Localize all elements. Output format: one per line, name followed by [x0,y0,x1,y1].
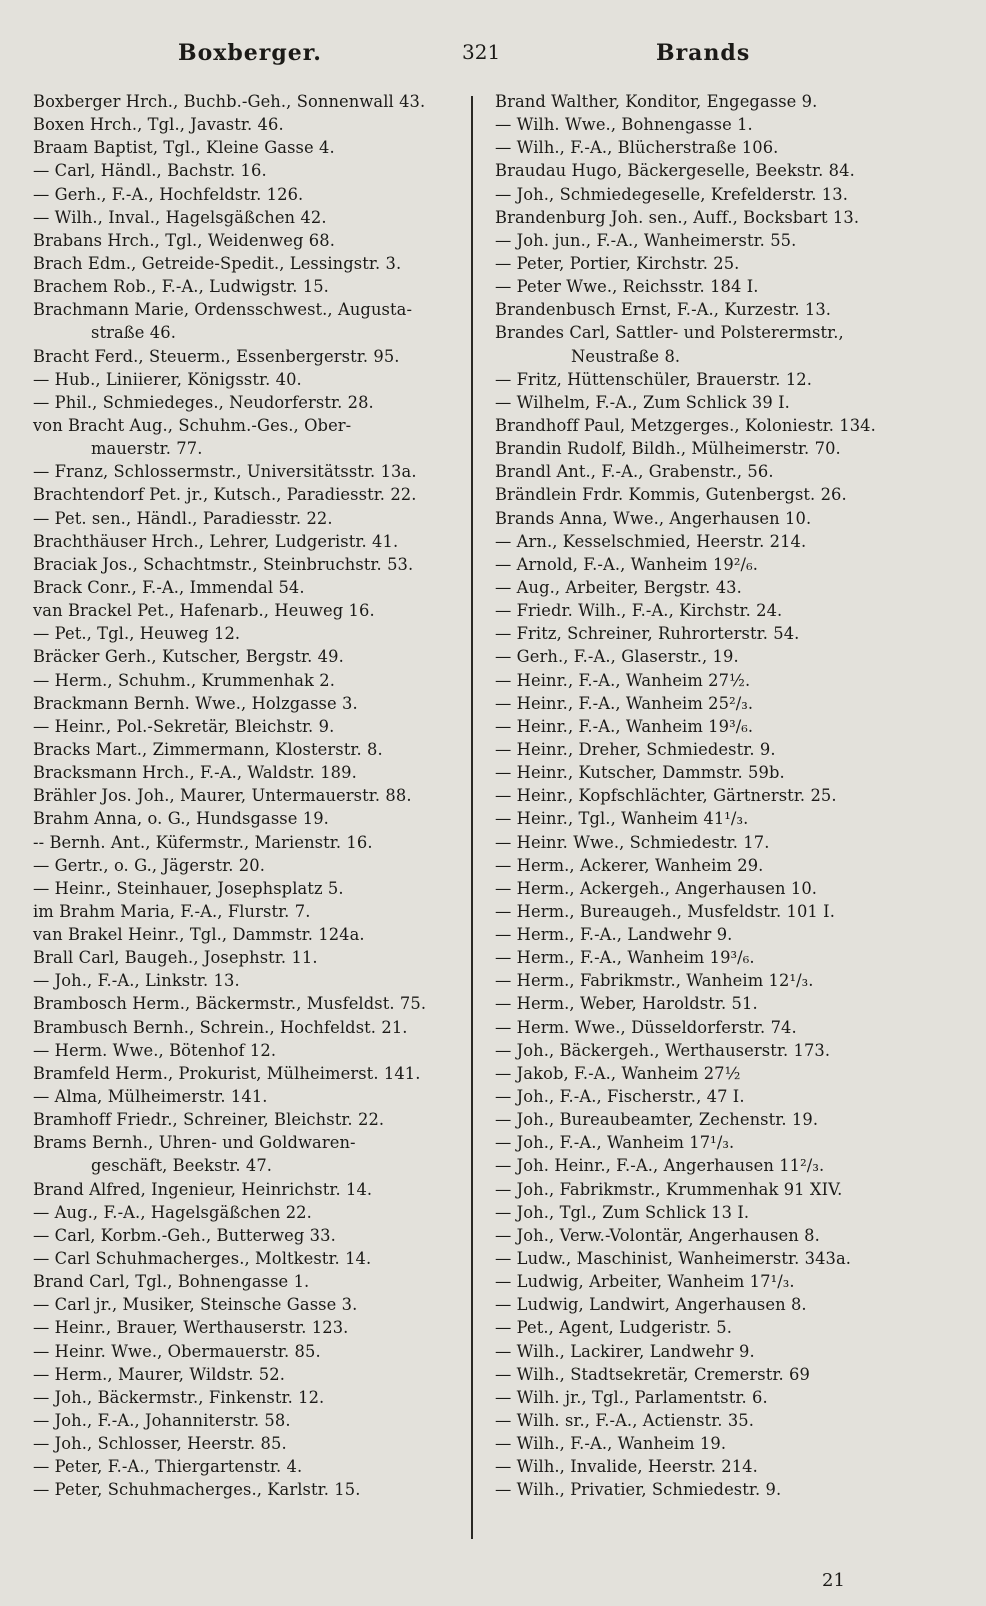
directory-entry: — Fritz, Hüttenschüler, Brauerstr. 12. [495,369,813,389]
directory-entry: — Gerh., F.-A., Glaserstr., 19. [495,647,739,667]
directory-entry: Brambusch Bernh., Schrein., Hochfeldst. 21. [33,1017,408,1037]
directory-entry: — Aug., Arbeiter, Bergstr. 43. [495,577,742,597]
directory-entry: — Wilh., F.-A., Wanheim 19. [495,1434,727,1454]
directory-entry: Braudau Hugo, Bäckergeselle, Beekstr. 84. [495,161,855,181]
directory-entry: Brand Carl, Tgl., Bohnengasse 1. [33,1272,310,1292]
directory-entry: van Brackel Pet., Hafenarb., Heuweg 16. [33,601,375,621]
directory-entry: Boxberger Hrch., Buchb.-Geh., Sonnenwall 43. [33,92,426,111]
column-divider [471,96,473,1539]
directory-entry: — Joh., F.-A., Fischerstr., 47 I. [495,1087,745,1107]
directory-entry: — Herm., F.-A., Wanheim 19³/₆. [495,948,755,968]
directory-entry: — Joh., F.-A., Wanheim 17¹/₃. [495,1133,735,1153]
directory-entry: Brandin Rudolf, Bildh., Mülheimerstr. 70. [495,439,841,459]
directory-entry: — Gertr., o. G., Jägerstr. 20. [33,855,265,875]
directory-entry: — Joh., Verw.-Volontär, Angerhausen 8. [495,1225,820,1245]
header-right-keyword: Brands [656,40,751,66]
page-header [0,40,986,74]
directory-entry: — Peter Wwe., Reichsstr. 184 I. [495,277,759,297]
left-column [33,90,463,1502]
directory-entry: -- Bernh. Ant., Küfermstr., Marienstr. 16. [33,832,373,852]
directory-entry: — Heinr., Kopfschlächter, Gärtnerstr. 25. [495,786,837,806]
directory-entry: — Carl jr., Musiker, Steinsche Gasse 3. [33,1295,358,1315]
entry-continuation: straße 46. [91,323,176,343]
directory-entry: — Carl, Händl., Bachstr. 16. [33,161,267,181]
directory-entry: — Wilh. sr., F.-A., Actienstr. 35. [495,1411,755,1431]
directory-entry: Brands Anna, Wwe., Angerhausen 10. [495,508,812,528]
directory-entry: — Heinr., Steinhauer, Josephsplatz 5. [33,878,344,898]
directory-entry: — Wilh., Stadtsekretär, Cremerstr. 69 [495,1364,810,1384]
directory-entry: Brabans Hrch., Tgl., Weidenweg 68. [33,230,335,250]
directory-entry: — Friedr. Wilh., F.-A., Kirchstr. 24. [495,601,783,621]
directory-entry: im Brahm Maria, F.-A., Flurstr. 7. [33,901,311,921]
directory-entry: Brachem Rob., F.-A., Ludwigstr. 15. [33,277,329,297]
directory-entry: — Carl, Korbm.-Geh., Butterweg 33. [33,1225,336,1245]
directory-entry: von Bracht Aug., Schuhm.-Ges., Ober- [33,415,352,435]
directory-entry: — Heinr., Kutscher, Dammstr. 59b. [495,763,785,783]
directory-entry: — Joh., Schlosser, Heerstr. 85. [33,1434,287,1454]
directory-entry: Brams Bernh., Uhren- und Goldwaren- [33,1133,356,1153]
directory-entry: Brackmann Bernh. Wwe., Holzgasse 3. [33,693,358,713]
directory-entry: — Jakob, F.-A., Wanheim 27½ [495,1063,741,1083]
directory-entry: — Joh. jun., F.-A., Wanheimerstr. 55. [495,230,797,250]
directory-entry: — Peter, Portier, Kirchstr. 25. [495,253,740,273]
entry-continuation: mauerstr. 77. [91,439,203,459]
directory-entry: Brandhoff Paul, Metzgerges., Koloniestr. 134. [495,415,876,435]
directory-entry: Bräcker Gerh., Kutscher, Bergstr. 49. [33,647,344,667]
directory-entry: Braam Baptist, Tgl., Kleine Gasse 4. [33,138,335,158]
directory-entry: — Peter, F.-A., Thiergartenstr. 4. [33,1457,303,1477]
directory-entry: — Hub., Liniierer, Königsstr. 40. [33,369,302,389]
directory-entry: — Joh., Tgl., Zum Schlick 13 I. [495,1202,750,1222]
directory-entry: — Aug., F.-A., Hagelsgäßchen 22. [33,1202,312,1222]
directory-entry: — Pet. sen., Händl., Paradiesstr. 22. [33,508,333,528]
directory-entry: — Joh., Schmiedegeselle, Krefelderstr. 13. [495,184,848,204]
directory-entry: — Wilh., Invalide, Heerstr. 214. [495,1457,758,1477]
directory-entry: — Herm., Maurer, Wildstr. 52. [33,1364,285,1384]
directory-entry: Brandes Carl, Sattler- und Polsterermstr., [495,323,844,343]
directory-entry: — Herm. Wwe., Bötenhof 12. [33,1040,277,1060]
directory-entry: Brack Conr., F.-A., Immendal 54. [33,577,305,597]
directory-entry: Brall Carl, Baugeh., Josephstr. 11. [33,948,318,968]
directory-entry: Brandenburg Joh. sen., Auff., Bocksbart 13. [495,207,860,227]
directory-entry: — Herm., Bureaugeh., Musfeldstr. 101 I. [495,901,835,921]
directory-entry: Brachthäuser Hrch., Lehrer, Ludgeristr. 41. [33,531,399,551]
directory-entry: — Pet., Tgl., Heuweg 12. [33,624,241,644]
directory-entry: — Alma, Mülheimerstr. 141. [33,1087,268,1107]
directory-entry: Brachmann Marie, Ordensschwest., Augusta- [33,300,413,320]
directory-entry: Bramhoff Friedr., Schreiner, Bleichstr. 22. [33,1110,385,1130]
directory-entry: — Franz, Schlossermstr., Universitätsstr. 13a. [33,462,417,482]
directory-entry: — Wilh. jr., Tgl., Parlamentstr. 6. [495,1387,768,1407]
directory-entry: Braciak Jos., Schachtmstr., Steinbruchstr. 53. [33,554,414,574]
directory-entry: Brähler Jos. Joh., Maurer, Untermauerstr. 88. [33,786,412,806]
directory-entry: Brahm Anna, o. G., Hundsgasse 19. [33,809,329,829]
directory-entry: — Wilh., F.-A., Blücherstraße 106. [495,138,779,158]
directory-entry: — Wilhelm, F.-A., Zum Schlick 39 I. [495,392,790,412]
directory-entry: Bracks Mart., Zimmermann, Klosterstr. 8. [33,739,383,759]
directory-entry: — Herm., Ackergeh., Angerhausen 10. [495,878,818,898]
entry-continuation: Neustraße 8. [571,346,681,366]
directory-entry: Brach Edm., Getreide-Spedit., Lessingstr. 3. [33,253,402,273]
directory-entry: Brand Alfred, Ingenieur, Heinrichstr. 14. [33,1179,373,1199]
directory-entry: — Herm., Ackerer, Wanheim 29. [495,855,764,875]
directory-entry: Bramfeld Herm., Prokurist, Mülheimerst. 141. [33,1063,421,1083]
directory-entry: — Wilh., Lackirer, Landwehr 9. [495,1341,755,1361]
directory-entry: Brändlein Frdr. Kommis, Gutenbergst. 26. [495,485,847,505]
directory-entry: — Joh., Bäckermstr., Finkenstr. 12. [33,1387,325,1407]
directory-entry: — Herm., Fabrikmstr., Wanheim 12¹/₃. [495,971,814,991]
directory-entry: — Heinr., F.-A., Wanheim 19³/₆. [495,716,754,736]
directory-entry: — Pet., Agent, Ludgeristr. 5. [495,1318,733,1338]
directory-entry: — Arnold, F.-A., Wanheim 19²/₆. [495,554,758,574]
directory-entry: Brandl Ant., F.-A., Grabenstr., 56. [495,462,774,482]
directory-entry: — Ludwig, Arbeiter, Wanheim 17¹/₃. [495,1272,795,1292]
directory-entry: — Heinr., F.-A., Wanheim 27½. [495,670,751,690]
directory-entry: — Heinr., Pol.-Sekretär, Bleichstr. 9. [33,716,335,736]
directory-entry: — Arn., Kesselschmied, Heerstr. 214. [495,531,807,551]
directory-entry: — Wilh., Inval., Hagelsgäßchen 42. [33,207,327,227]
directory-entry: — Joh., F.-A., Linkstr. 13. [33,971,240,991]
directory-entry: — Joh., Bäckergeh., Werthauserstr. 173. [495,1040,831,1060]
directory-entry: Brand Walther, Konditor, Engegasse 9. [495,92,818,111]
directory-entry: — Herm., Schuhm., Krummenhak 2. [33,670,336,690]
directory-entry: — Ludw., Maschinist, Wanheimerstr. 343a. [495,1249,852,1269]
page-number: 321 [462,40,501,64]
directory-entry: Bracht Ferd., Steuerm., Essenbergerstr. 95. [33,346,400,366]
directory-entry: — Joh., Fabrikmstr., Krummenhak 91 XIV. [495,1179,843,1199]
directory-entry: Brachtendorf Pet. jr., Kutsch., Paradiesstr. 22. [33,485,417,505]
entry-continuation: geschäft, Beekstr. 47. [91,1156,273,1176]
directory-entry: — Joh., Bureaubeamter, Zechenstr. 19. [495,1110,819,1130]
directory-entry: Boxen Hrch., Tgl., Javastr. 46. [33,115,284,135]
directory-entry: — Heinr. Wwe., Schmiedestr. 17. [495,832,770,852]
directory-entry: — Joh. Heinr., F.-A., Angerhausen 11²/₃. [495,1156,825,1176]
directory-entry: — Gerh., F.-A., Hochfeldstr. 126. [33,184,304,204]
directory-entry: — Phil., Schmiedeges., Neudorferstr. 28. [33,392,374,412]
directory-entry: van Brakel Heinr., Tgl., Dammstr. 124a. [33,925,365,945]
directory-entry: — Peter, Schuhmacherges., Karlstr. 15. [33,1480,361,1500]
directory-entry: — Heinr., Brauer, Werthauserstr. 123. [33,1318,349,1338]
directory-entry: — Heinr., F.-A., Wanheim 25²/₃. [495,693,754,713]
header-left-keyword: Boxberger. [178,40,322,66]
directory-entry: — Herm., Weber, Haroldstr. 51. [495,994,758,1014]
directory-entry: — Herm., F.-A., Landwehr 9. [495,925,733,945]
directory-entry: — Joh., F.-A., Johanniterstr. 58. [33,1411,291,1431]
directory-entry: — Wilh. Wwe., Bohnengasse 1. [495,115,753,135]
directory-entry: — Heinr. Wwe., Obermauerstr. 85. [33,1341,321,1361]
directory-entry: Brandenbusch Ernst, F.-A., Kurzestr. 13. [495,300,832,320]
directory-entry: — Herm. Wwe., Düsseldorferstr. 74. [495,1017,797,1037]
directory-entry: — Fritz, Schreiner, Ruhrorterstr. 54. [495,624,800,644]
directory-entry: — Heinr., Dreher, Schmiedestr. 9. [495,739,776,759]
directory-entry: — Heinr., Tgl., Wanheim 41¹/₃. [495,809,749,829]
directory-entry: Brambosch Herm., Bäckermstr., Musfeldst. 75. [33,994,427,1014]
right-column [495,90,965,1502]
directory-entry: — Wilh., Privatier, Schmiedestr. 9. [495,1480,782,1500]
signature-mark: 21 [822,1570,845,1591]
directory-entry: — Ludwig, Landwirt, Angerhausen 8. [495,1295,807,1315]
directory-entry: — Carl Schuhmacherges., Moltkestr. 14. [33,1249,372,1269]
directory-entry: Bracksmann Hrch., F.-A., Waldstr. 189. [33,763,357,783]
